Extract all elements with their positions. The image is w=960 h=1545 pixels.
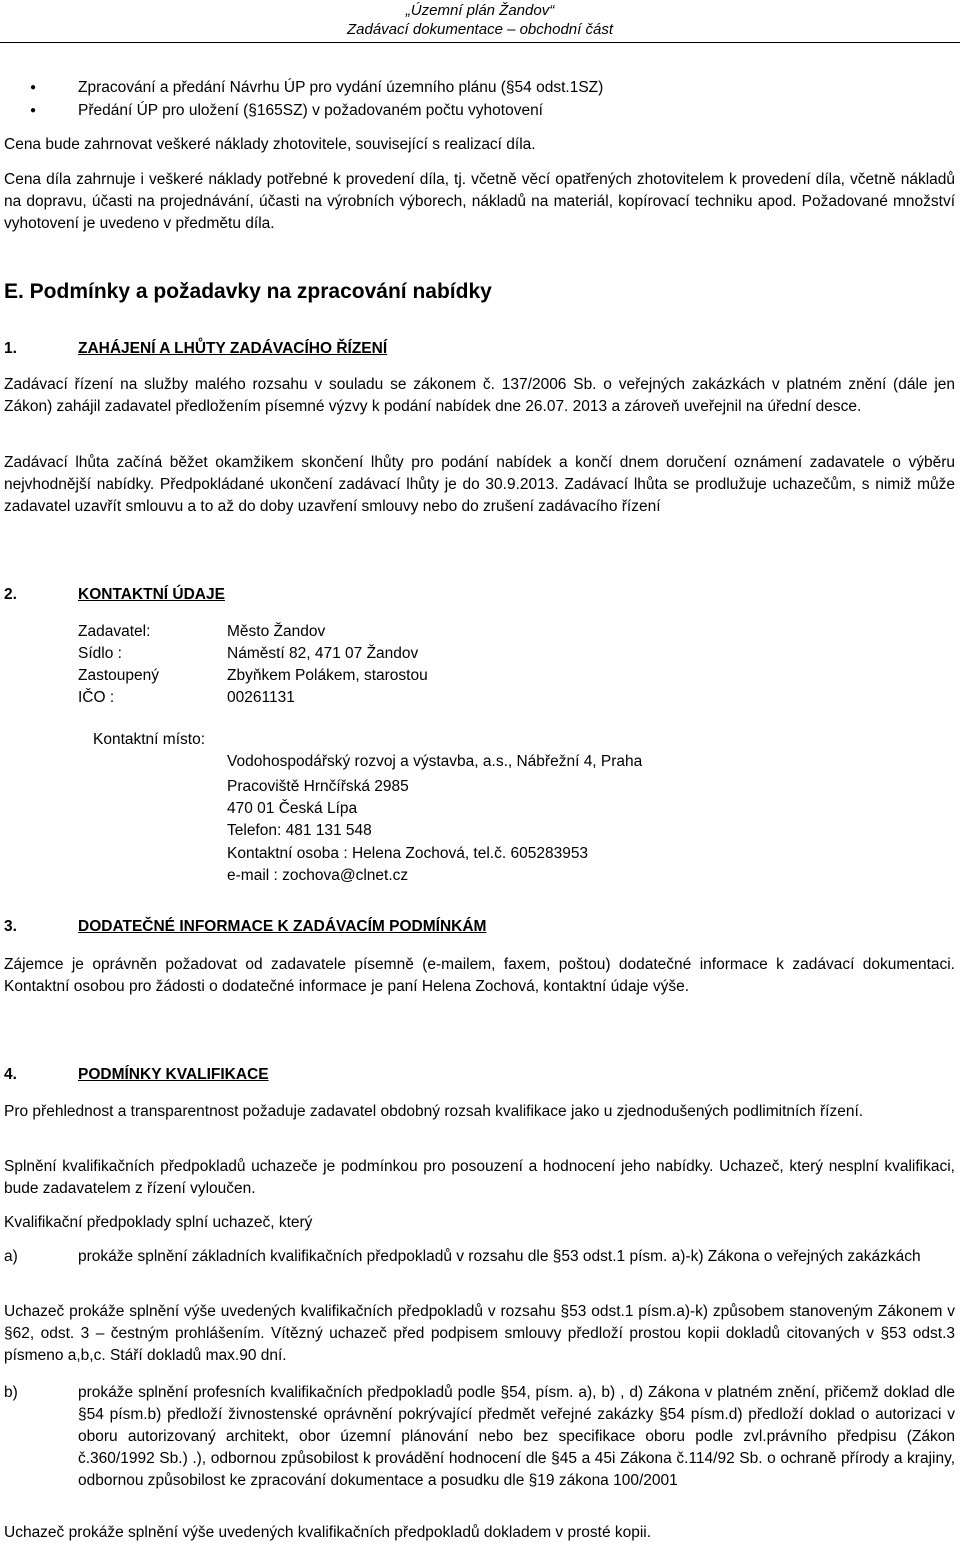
section-2-title: KONTAKTNÍ ÚDAJE [78,586,225,603]
contact-label: Sídlo : [78,645,122,662]
section-4-number: 4. [4,1066,17,1083]
section-4-paragraph-5: Uchazeč prokáže splnění výše uvedených kvalifikačních předpokladů dokladem v prosté kopii. [4,1524,652,1541]
contact-value: Náměstí 82, 471 07 Žandov [227,645,419,662]
section-4-paragraph-3: Kvalifikační předpoklady splní uchazeč, který [4,1214,313,1231]
contact-place-line: Pracoviště Hrnčířská 2985 [227,778,409,795]
bullet-dot: ● [30,105,37,116]
contact-label: Zastoupený [78,667,159,684]
header-subtitle: Zadávací dokumentace – obchodní část [346,21,613,38]
contact-place-label: Kontaktní místo: [93,731,205,748]
bullet-item: Předání ÚP pro uložení (§165SZ) v požadovaném počtu vyhotovení [78,102,543,119]
price-details-paragraph: Cena díla zahrnuje i veškeré náklady potřebné k provedení díla, tj. včetně věcí opatřených zhotovitelem k provedení díla, včetně nákladů na dopravu, účasti na projednávání, účasti na výrobních výborech, nákladů na materiál, kopírovací techniku apod. Požadované množství vyhotovení je uvedeno v předmětu díla. [4,171,955,232]
section-1-paragraph-2: Zadávací lhůta začíná běžet okamžikem skončení lhůty pro podání nabídek a končí dnem doručení oznámení zadavatele o výběru nejvhodnější nabídky. Předpokládané ukončení zadávací lhůty je do 30.9.2013. Zadávací lhůta se prodlužuje uchazečům, s nimiž může zadavatel uzavřít smlouvu a to až do doby uzavření smlouvy nebo do zrušení zadávacího řízení [4,454,955,515]
contact-place-line: Telefon: 481 131 548 [227,822,372,839]
section-1-paragraph-1: Zadávací řízení na služby malého rozsahu v souladu se zákonem č. 137/2006 Sb. o veřejných zakázkách v platném znění (dále jen Zákon) zahájil zadavatel předložením písemné výzvy k podání nabídek dne 26.07. 2013 a zároveň uveřejnil na úřední desce. [4,376,955,415]
contact-value: Město Žandov [227,623,326,640]
contact-value: Zbyňkem Polákem, starostou [227,667,428,684]
contact-place-line: 470 01 Česká Lípa [227,800,358,817]
section-4-title: PODMÍNKY KVALIFIKACE [78,1066,269,1083]
section-4-paragraph-4: Uchazeč prokáže splnění výše uvedených kvalifikačních předpokladů v rozsahu §53 odst.1 písm.a)-k) způsobem stanoveným Zákonem v §62, odst. 3 – čestným prohlášením. Vítězný uchazeč před podpisem smlouvy předloží prostou kopii dokladů citovaných v §53 odst.3 písmeno a,b,c. Stáří dokladů max.90 dní. [4,1303,955,1364]
contact-email: e-mail : zochova@clnet.cz [227,867,409,884]
header-divider [0,42,960,43]
list-marker-b: b) [4,1384,18,1401]
section-1-title: ZAHÁJENÍ A LHŮTY ZADÁVACÍHO ŘÍZENÍ [78,340,388,357]
section-e-heading: E. Podmínky a požadavky na zpracování nabídky [4,280,492,303]
section-2-number: 2. [4,586,17,603]
contact-label: IČO : [78,689,115,706]
section-3-number: 3. [4,918,17,935]
price-paragraph: Cena bude zahrnovat veškeré náklady zhotovitele, související s realizací díla. [4,136,536,153]
contact-label: Zadavatel: [78,623,151,640]
contact-place-line: Vodohospodářský rozvoj a výstavba, a.s., Nábřežní 4, Praha [227,753,643,770]
list-marker-a: a) [4,1248,18,1265]
header-title: „Územní plán Žandov“ [405,2,555,19]
section-3-paragraph: Zájemce je oprávněn požadovat od zadavatele písemně (e-mailem, faxem, poštou) dodatečné informace k zadávací dokumentaci. Kontaktní osobou pro žádosti o dodatečné informace je paní Helena Zochová, kontaktní údaje výše. [4,956,955,995]
section-4-paragraph-1: Pro přehlednost a transparentnost požaduje zadavatel obdobný rozsah kvalifikace jako u zjednodušených podlimitních řízení. [4,1103,864,1120]
contact-value: 00261131 [227,689,295,706]
section-1-number: 1. [4,340,17,357]
section-3-title: DODATEČNÉ INFORMACE K ZADÁVACÍM PODMÍNKÁM [78,918,487,935]
list-item-b: prokáže splnění profesních kvalifikačních předpokladů podle §54, písm. a), b) , d) Zákona v platném znění, přičemž doklad dle §54 písm.b) předloží živnostenské oprávnění pokrývající předmět veřejné zakázky §54 písm.d) předloží doklad o autorizaci v oboru autorizovaný architekt, obor územní plánování nebo bez specifikace oboru podle zvl.právního předpisu (Zákon č.360/1992 Sb.) .), odbornou způsobilost k provádění hodnocení dle §45 a 45i Zákona č.114/92 Sb. o ochraně přírody a krajiny, odbornou způsobilost ke zpracování dokumentace a posudku dle §19 zákona 100/2001 [78,1384,955,1489]
list-item-a: prokáže splnění základních kvalifikačních předpokladů v rozsahu dle §53 odst.1 písm. a)-k) Zákona o veřejných zakázkách [78,1248,921,1265]
section-4-paragraph-2: Splnění kvalifikačních předpokladů uchazeče je podmínkou pro posouzení a hodnocení jeho nabídky. Uchazeč, který nesplní kvalifikaci, bude zadavatelem z řízení vyloučen. [4,1158,955,1197]
contact-place-line: Kontaktní osoba : Helena Zochová, tel.č. 605283953 [227,845,589,862]
bullet-item: Zpracování a předání Návrhu ÚP pro vydání územního plánu (§54 odst.1SZ) [78,79,604,96]
bullet-dot: ● [30,82,37,93]
